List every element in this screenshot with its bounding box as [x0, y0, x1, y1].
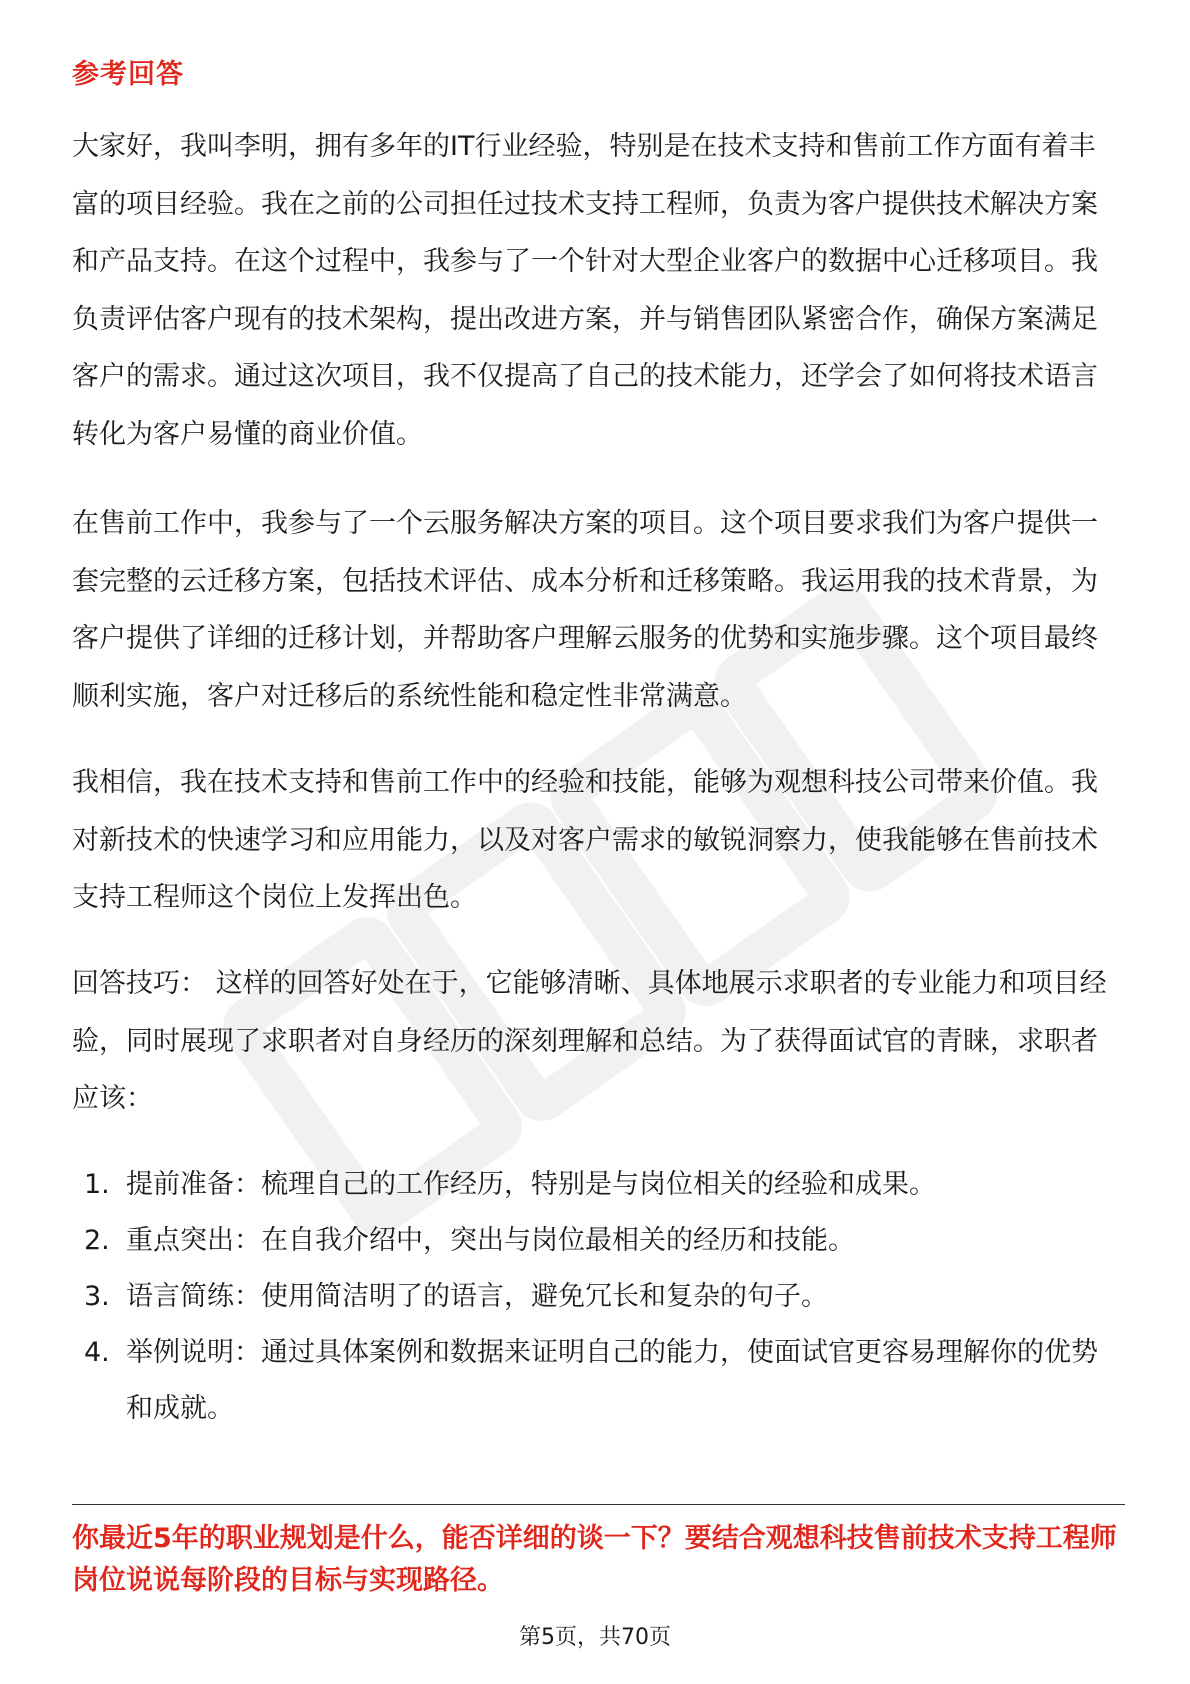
tips-list-item: [72, 1157, 1122, 1213]
tips-item-number: 3.: [84, 1281, 110, 1312]
answer-paragraph-2: 在售前工作中，我参与了一个云服务解决方案的项目。这个项目要求我们为客户提供一套完整的云迁移方案，包括技术评估、成本分析和迁移策略。我运用我的技术背景，为客户提供了详细的迁移计划，并帮助客户理解云服务的优势和实施步骤。这个项目最终顺利实施，客户对迁移后的系统性能和稳定性非常满意。: [72, 508, 1098, 712]
tips-item-text: 重点突出：在自我介绍中，突出与岗位最相关的经历和技能。: [126, 1225, 855, 1256]
tips-item-text: 语言简练：使用简洁明了的语言，避免冗长和复杂的句子。: [126, 1281, 828, 1312]
section-title: 参考回答: [72, 59, 184, 90]
tips-list: [72, 1157, 1122, 1437]
tips-list-item: [72, 1213, 1122, 1269]
tips-item-text: 提前准备：梳理自己的工作经历，特别是与岗位相关的经验和成果。: [126, 1169, 936, 1200]
tips-list-item: [72, 1269, 1122, 1325]
answer-paragraph-1: 大家好，我叫李明，拥有多年的IT行业经验，特别是在技术支持和售前工作方面有着丰富的项目经验。我在之前的公司担任过技术支持工程师，负责为客户提供技术解决方案和产品支持。在这个过程中，我参与了一个针对大型企业客户的数据中心迁移项目。我负责评估客户现有的技术架构，提出改进方案，并与销售团队紧密合作，确保方案满足客户的需求。通过这次项目，我不仅提高了自己的技术能力，还学会了如何将技术语言转化为客户易懂的商业价值。: [72, 131, 1098, 450]
tips-item-number: 1.: [84, 1169, 110, 1200]
tips-list-item: [72, 1325, 1122, 1437]
next-question: 你最近5年的职业规划是什么，能否详细的谈一下？要结合观想科技售前技术支持工程师岗位说说每阶段的目标与实现路径。: [72, 1523, 1117, 1596]
section-divider: [72, 1504, 1125, 1505]
answer-tips-intro: 回答技巧： 这样的回答好处在于，它能够清晰、具体地展示求职者的专业能力和项目经验，同时展现了求职者对自身经历的深刻理解和总结。为了获得面试官的青睐，求职者应该：: [72, 968, 1107, 1114]
page-footer: 第5页，共70页: [519, 1625, 671, 1650]
answer-paragraph-3: 我相信，我在技术支持和售前工作中的经验和技能，能够为观想科技公司带来价值。我对新技术的快速学习和应用能力，以及对客户需求的敏锐洞察力，使我能够在售前技术支持工程师这个岗位上发挥出色。: [72, 767, 1098, 913]
tips-item-number: 4.: [84, 1337, 110, 1368]
tips-item-number: 2.: [84, 1225, 110, 1256]
tips-item-text: 举例说明：通过具体案例和数据来证明自己的能力，使面试官更容易理解你的优势和成就。: [126, 1337, 1098, 1424]
